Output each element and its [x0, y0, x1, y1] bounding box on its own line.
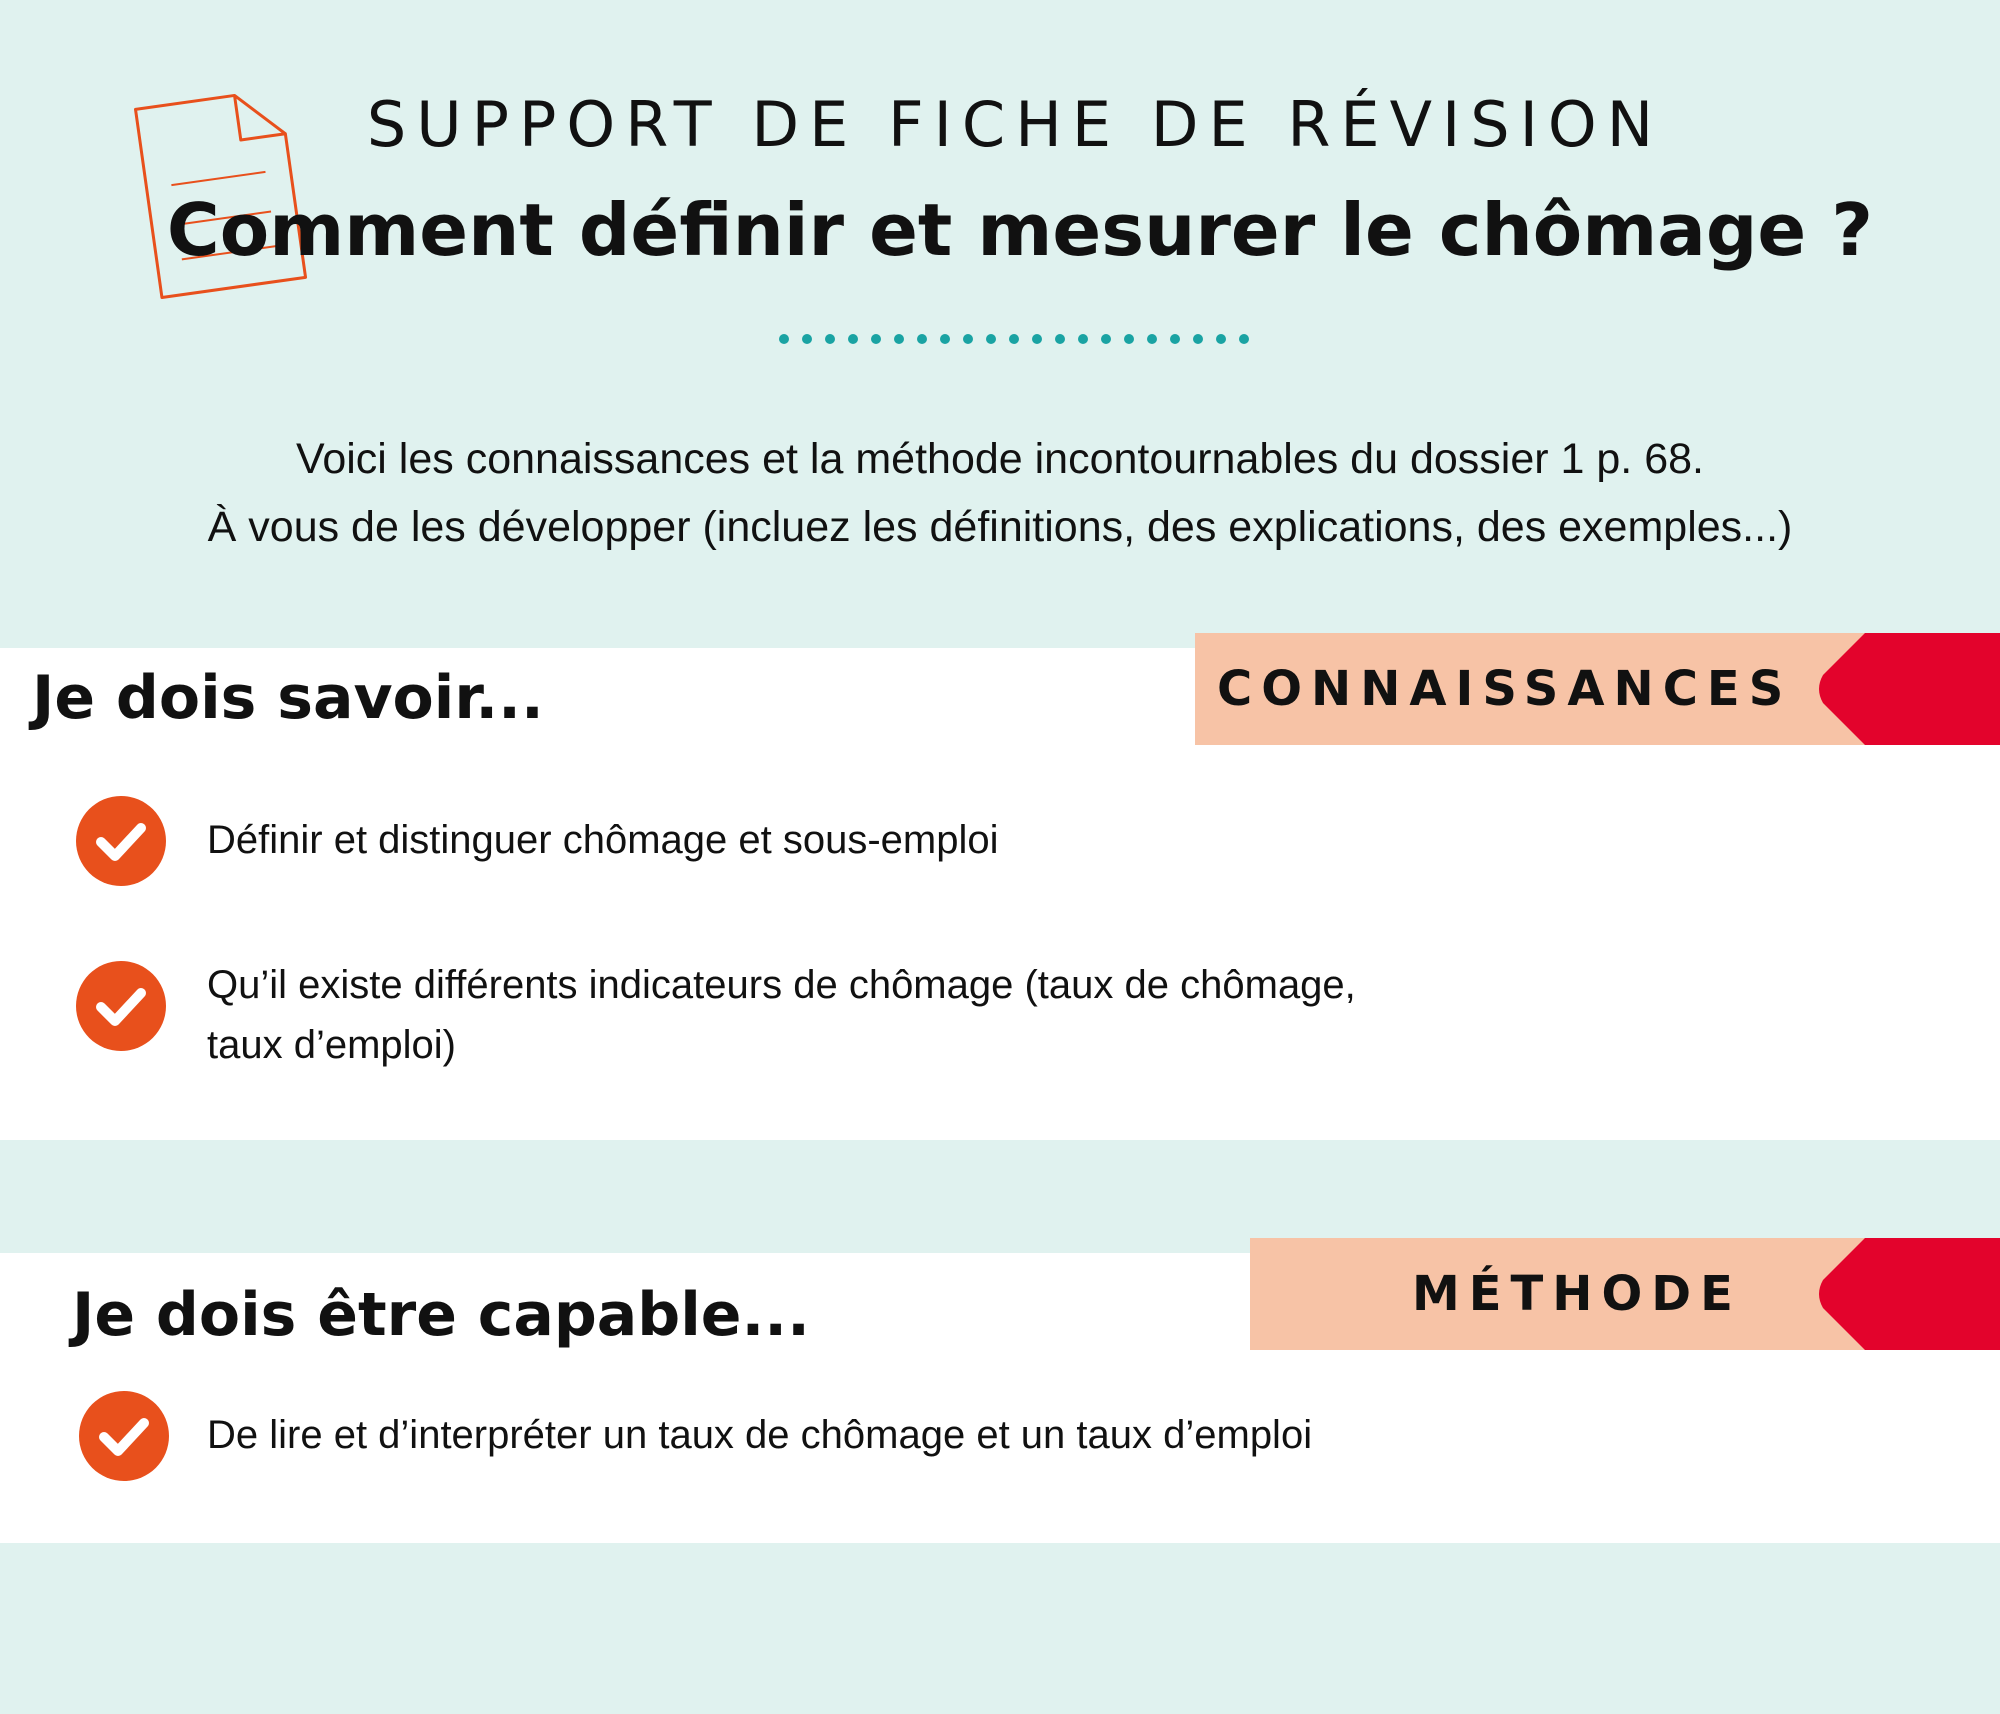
list-item	[207, 810, 1607, 870]
list-item	[207, 955, 1607, 1075]
list-item-text: Définir et distinguer chômage et sous-emploi	[207, 818, 999, 862]
page-subtitle: SUPPORT DE FICHE DE RÉVISION	[366, 88, 1664, 161]
tab-connaissances	[1195, 633, 2000, 745]
list-item-text: Qu’il existe différents indicateurs de chômage (taux de chômage,	[207, 963, 1356, 1007]
tab-arrow-shape	[1815, 1238, 2000, 1350]
check-circle-icon	[75, 795, 167, 887]
dotted-divider	[778, 333, 1260, 345]
section-heading-savoir: Je dois savoir...	[32, 663, 544, 733]
intro-line-1: Voici les connaissances et la méthode incontournables du dossier 1 p. 68.	[296, 435, 1704, 483]
tab-methode	[1250, 1238, 2000, 1350]
list-item-text: De lire et d’interpréter un taux de chômage et un taux d’emploi	[207, 1413, 1313, 1457]
page-title: Comment définir et mesurer le chômage ?	[166, 188, 1874, 272]
section-heading-capable: Je dois être capable...	[72, 1280, 810, 1350]
list-item	[207, 1405, 1607, 1465]
tab-label-methode: MÉTHODE	[1412, 1266, 1742, 1322]
check-circle-icon	[78, 1390, 170, 1482]
tab-label-connaissances: CONNAISSANCES	[1217, 661, 1793, 717]
list-item-text-continued: taux d’emploi)	[207, 1023, 457, 1067]
check-circle-icon	[75, 960, 167, 1052]
intro-text	[0, 425, 2000, 561]
intro-line-2: À vous de les développer (incluez les définitions, des explications, des exemples...)	[207, 503, 1793, 551]
tab-arrow-shape	[1815, 633, 2000, 745]
